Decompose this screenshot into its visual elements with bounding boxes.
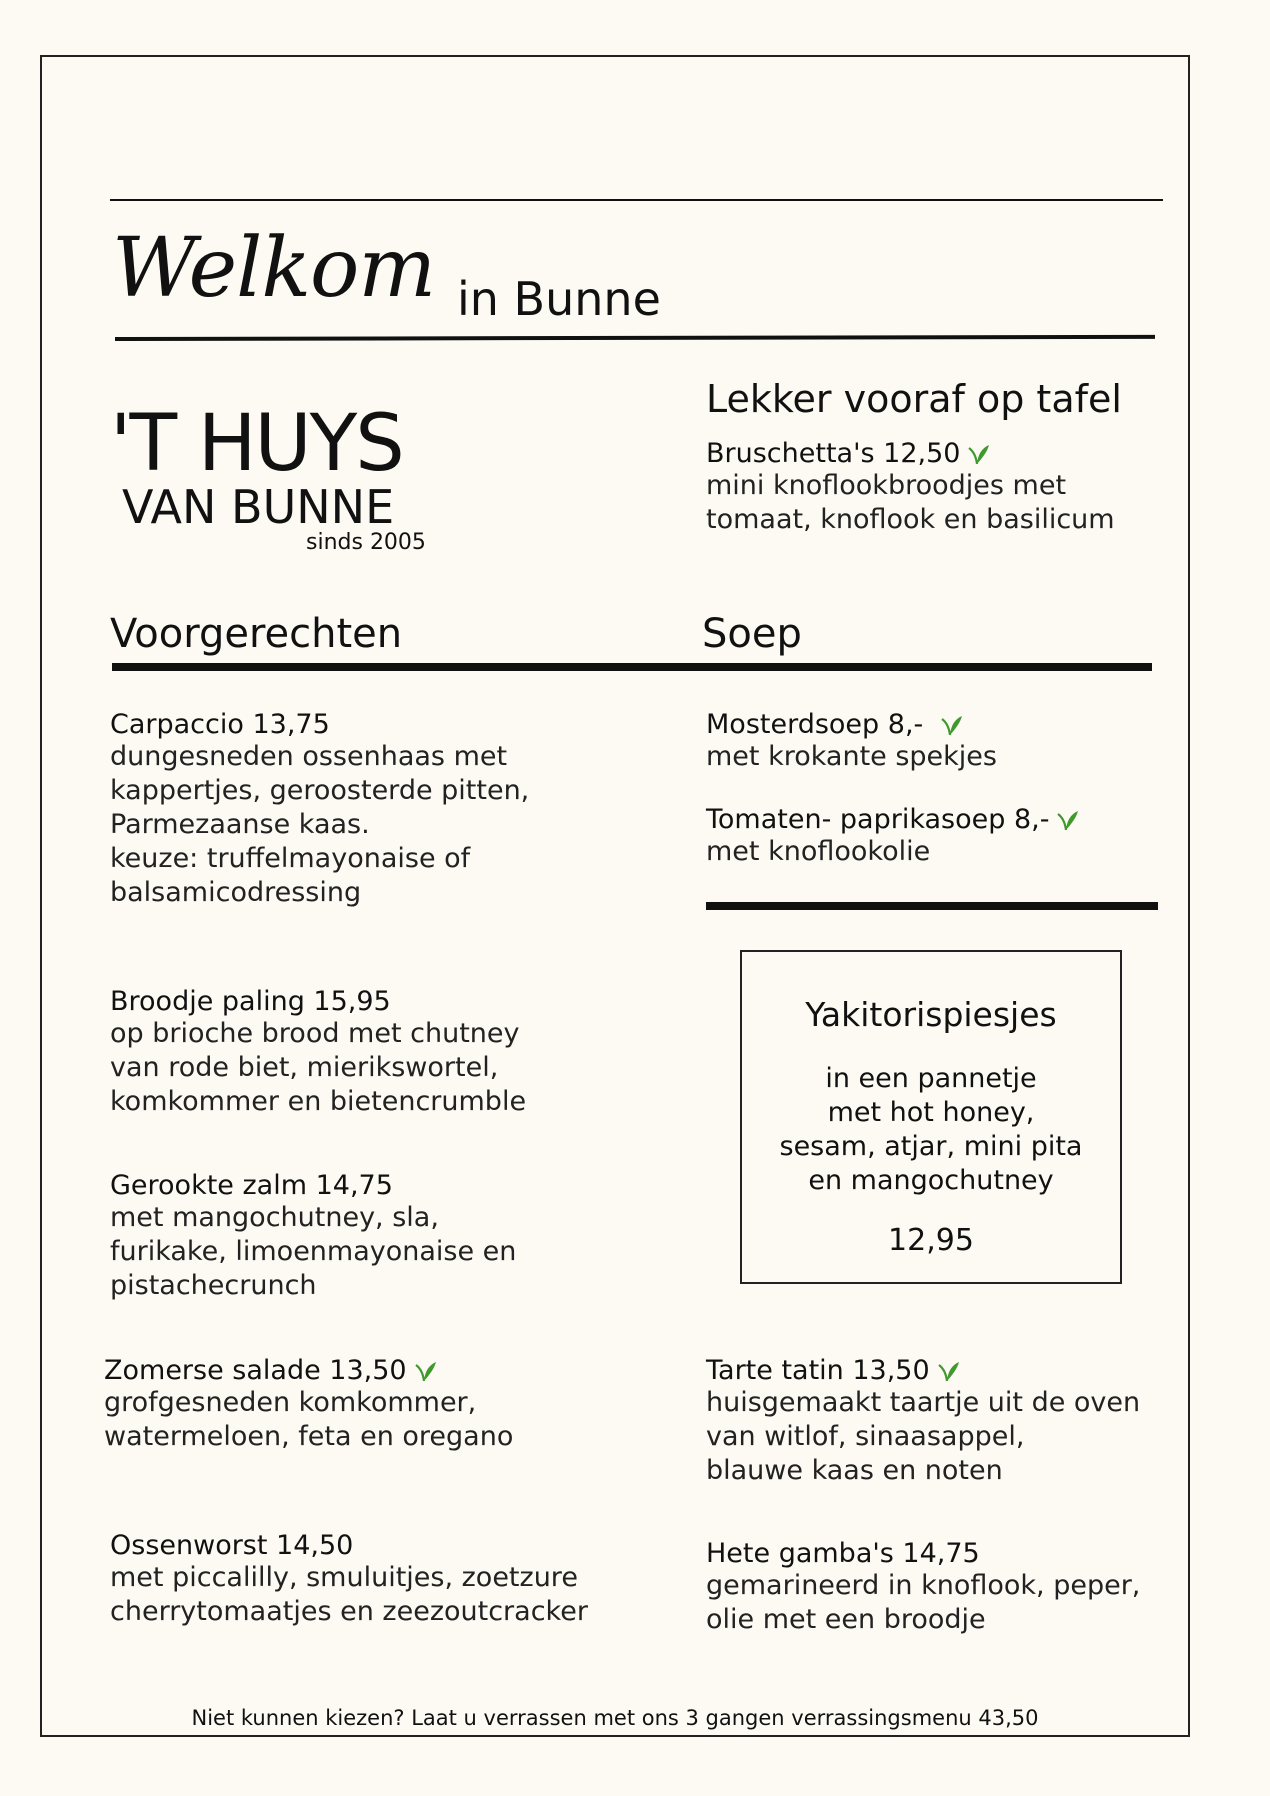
section-title-vooraf: Lekker vooraf op tafel (706, 377, 1122, 421)
item-desc-line: keuze: truffelmayonaise of (110, 843, 471, 875)
special-desc-line: met hot honey, (827, 1097, 1035, 1128)
item-desc-line: huisgemaakt taartje uit de oven (706, 1387, 1141, 1419)
welcome-subtitle: in Bunne (457, 272, 661, 326)
menu-item-tarte-tatin (706, 1355, 1140, 1488)
menu-item-zomerse-salade (104, 1355, 513, 1454)
section-title-voorgerechten: Voorgerechten (110, 611, 403, 657)
item-desc-line: watermeloen, feta en oregano (104, 1421, 514, 1453)
item-desc-line: grofgesneden komkommer, (104, 1387, 477, 1419)
leaf-icon (415, 1359, 437, 1383)
menu-item-bruschetta (706, 438, 1115, 537)
menu-item-gerookte-zalm (110, 1170, 516, 1303)
item-desc-line: komkommer en bietencrumble (110, 1086, 527, 1118)
item-desc-line: met krokante spekjes (706, 741, 997, 773)
logo-line-1: 'T HUYS (110, 399, 403, 489)
item-desc-line: van rode biet, mierikswortel, (110, 1052, 499, 1084)
logo-line-2: VAN BUNNE (122, 480, 395, 534)
leaf-icon (941, 713, 963, 737)
item-desc-line: mini knoflookbroodjes met (706, 470, 1067, 502)
item-desc-line: op brioche brood met chutney (110, 1018, 520, 1050)
section-rule-soep (706, 902, 1158, 910)
item-desc-line: blauwe kaas en noten (706, 1455, 1003, 1487)
item-title: Carpaccio 13,75 (110, 709, 330, 740)
item-desc-line: met piccalilly, smuluitjes, zoetzure (110, 1562, 578, 1594)
special-desc-line: in een pannetje (825, 1063, 1037, 1094)
item-desc-line: met knoflookolie (706, 836, 931, 868)
item-title: Hete gamba's 14,75 (706, 1538, 980, 1569)
leaf-icon (938, 1359, 960, 1383)
welcome-title: Welkom (112, 221, 436, 316)
item-title: Broodje paling 15,95 (110, 986, 391, 1017)
item-title: Tomaten- paprikasoep 8,- (706, 804, 1050, 835)
menu-item-carpaccio (110, 709, 529, 910)
item-title: Bruschetta's 12,50 (706, 438, 961, 469)
leaf-icon (968, 442, 990, 466)
menu-item-ossenworst (110, 1530, 588, 1629)
special-desc-line: sesam, atjar, mini pita (779, 1131, 1083, 1162)
item-desc-line: gemarineerd in knoflook, peper, (706, 1570, 1141, 1602)
item-desc-line: furikake, limoenmayonaise en (110, 1236, 517, 1268)
item-desc-line: dungesneden ossenhaas met (110, 741, 508, 773)
item-title: Ossenworst 14,50 (110, 1530, 354, 1561)
menu-item-broodje-paling (110, 986, 526, 1119)
section-rule-voorgerechten (112, 663, 1152, 671)
item-desc-line: tomaat, knoflook en basilicum (706, 504, 1115, 536)
logo-since: sinds 2005 (306, 530, 426, 555)
footer-note: Niet kunnen kiezen? Laat u verrassen met ons 3 gangen verrassingsmenu 43,50 (191, 1706, 1039, 1730)
item-desc-line: kappertjes, geroosterde pitten, (110, 775, 530, 807)
item-desc-line: balsamicodressing (110, 877, 362, 909)
item-desc-line: olie met een broodje (706, 1604, 986, 1636)
item-desc-line: met mangochutney, sla, (110, 1202, 439, 1234)
menu-item-hete-gambas (706, 1538, 1140, 1637)
special-desc-line: en mangochutney (808, 1165, 1054, 1196)
item-title: Zomerse salade 13,50 (104, 1355, 407, 1386)
item-title: Tarte tatin 13,50 (706, 1355, 930, 1386)
section-title-soep: Soep (702, 611, 802, 657)
item-desc-line: van witlof, sinaasappel, (706, 1421, 1025, 1453)
item-desc-line: cherrytomaatjes en zeezoutcracker (110, 1596, 588, 1628)
menu-item-mosterdsoep (706, 709, 997, 774)
item-desc-line: Parmezaanse kaas. (110, 809, 370, 841)
item-desc-line: pistachecrunch (110, 1270, 317, 1302)
special-price: 12,95 (888, 1223, 974, 1258)
menu-item-tomatensoep (706, 804, 1079, 869)
top-rule (110, 199, 1163, 201)
special-box (740, 950, 1122, 1284)
item-title: Mosterdsoep 8,- (706, 709, 924, 740)
special-title: Yakitorispiesjes (805, 995, 1057, 1034)
leaf-icon (1057, 808, 1079, 832)
item-title: Gerookte zalm 14,75 (110, 1170, 393, 1201)
